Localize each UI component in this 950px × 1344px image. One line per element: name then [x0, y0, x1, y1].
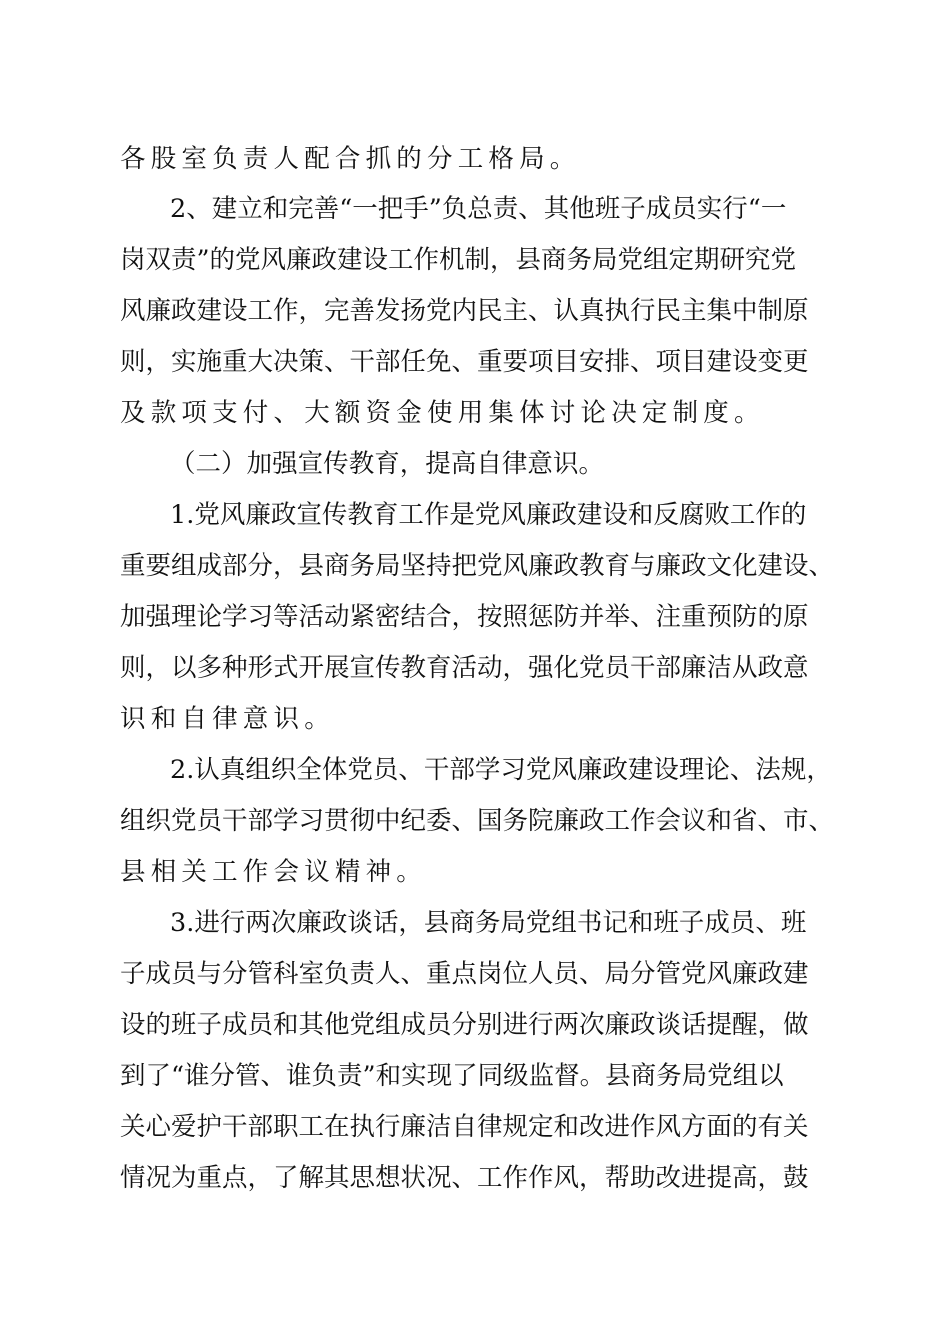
text-line: 各股室负责人配合抓的分工格局。: [120, 144, 581, 174]
text-line: 风廉政建设工作，完善发扬党内民主、认真执行民主集中制原: [120, 296, 809, 326]
text-line: 组织党员干部学习贯彻中纪委、国务院廉政工作会议和省、市、: [120, 806, 835, 836]
text-line: 加强理论学习等活动紧密结合，按照惩防并举、注重预防的原: [120, 602, 809, 632]
section-heading: （二）加强宣传教育，提高自律意识。: [170, 449, 605, 479]
text-line: 识和自律意识。: [120, 704, 335, 734]
text-line: 2、建立和完善“一把手”负总责、其他班子成员实行“一: [170, 194, 787, 224]
text-line: 情况为重点，了解其思想状况、工作作风，帮助改进提高，鼓: [120, 1163, 809, 1193]
text-line: 到了“谁分管、谁负责”和实现了同级监督。县商务局党组以: [120, 1061, 784, 1091]
text-line: 重要组成部分，县商务局坚持把党风廉政教育与廉政文化建设、: [120, 551, 835, 581]
text-line: 则，实施重大决策、干部任免、重要项目安排、项目建设变更: [120, 347, 809, 377]
text-line: 3.进行两次廉政谈话，县商务局党组书记和班子成员、班: [170, 908, 807, 938]
text-line: 岗双责”的党风廉政建设工作机制，县商务局党组定期研究党: [120, 245, 797, 275]
text-line: 2.认真组织全体党员、干部学习党风廉政建设理论、法规，: [170, 755, 832, 785]
text-line: 及款项支付、大额资金使用集体讨论决定制度。: [120, 398, 765, 428]
text-line: 设的班子成员和其他党组成员分别进行两次廉政谈话提醒，做: [120, 1010, 809, 1040]
text-line: 关心爱护干部职工在执行廉洁自律规定和改进作风方面的有关: [120, 1112, 809, 1142]
text-line: 则，以多种形式开展宣传教育活动，强化党员干部廉洁从政意: [120, 653, 809, 683]
text-line: 县相关工作会议精神。: [120, 857, 428, 887]
text-line: 子成员与分管科室负责人、重点岗位人员、局分管党风廉政建: [120, 959, 809, 989]
text-line: 1.党风廉政宣传教育工作是党风廉政建设和反腐败工作的: [170, 500, 807, 530]
